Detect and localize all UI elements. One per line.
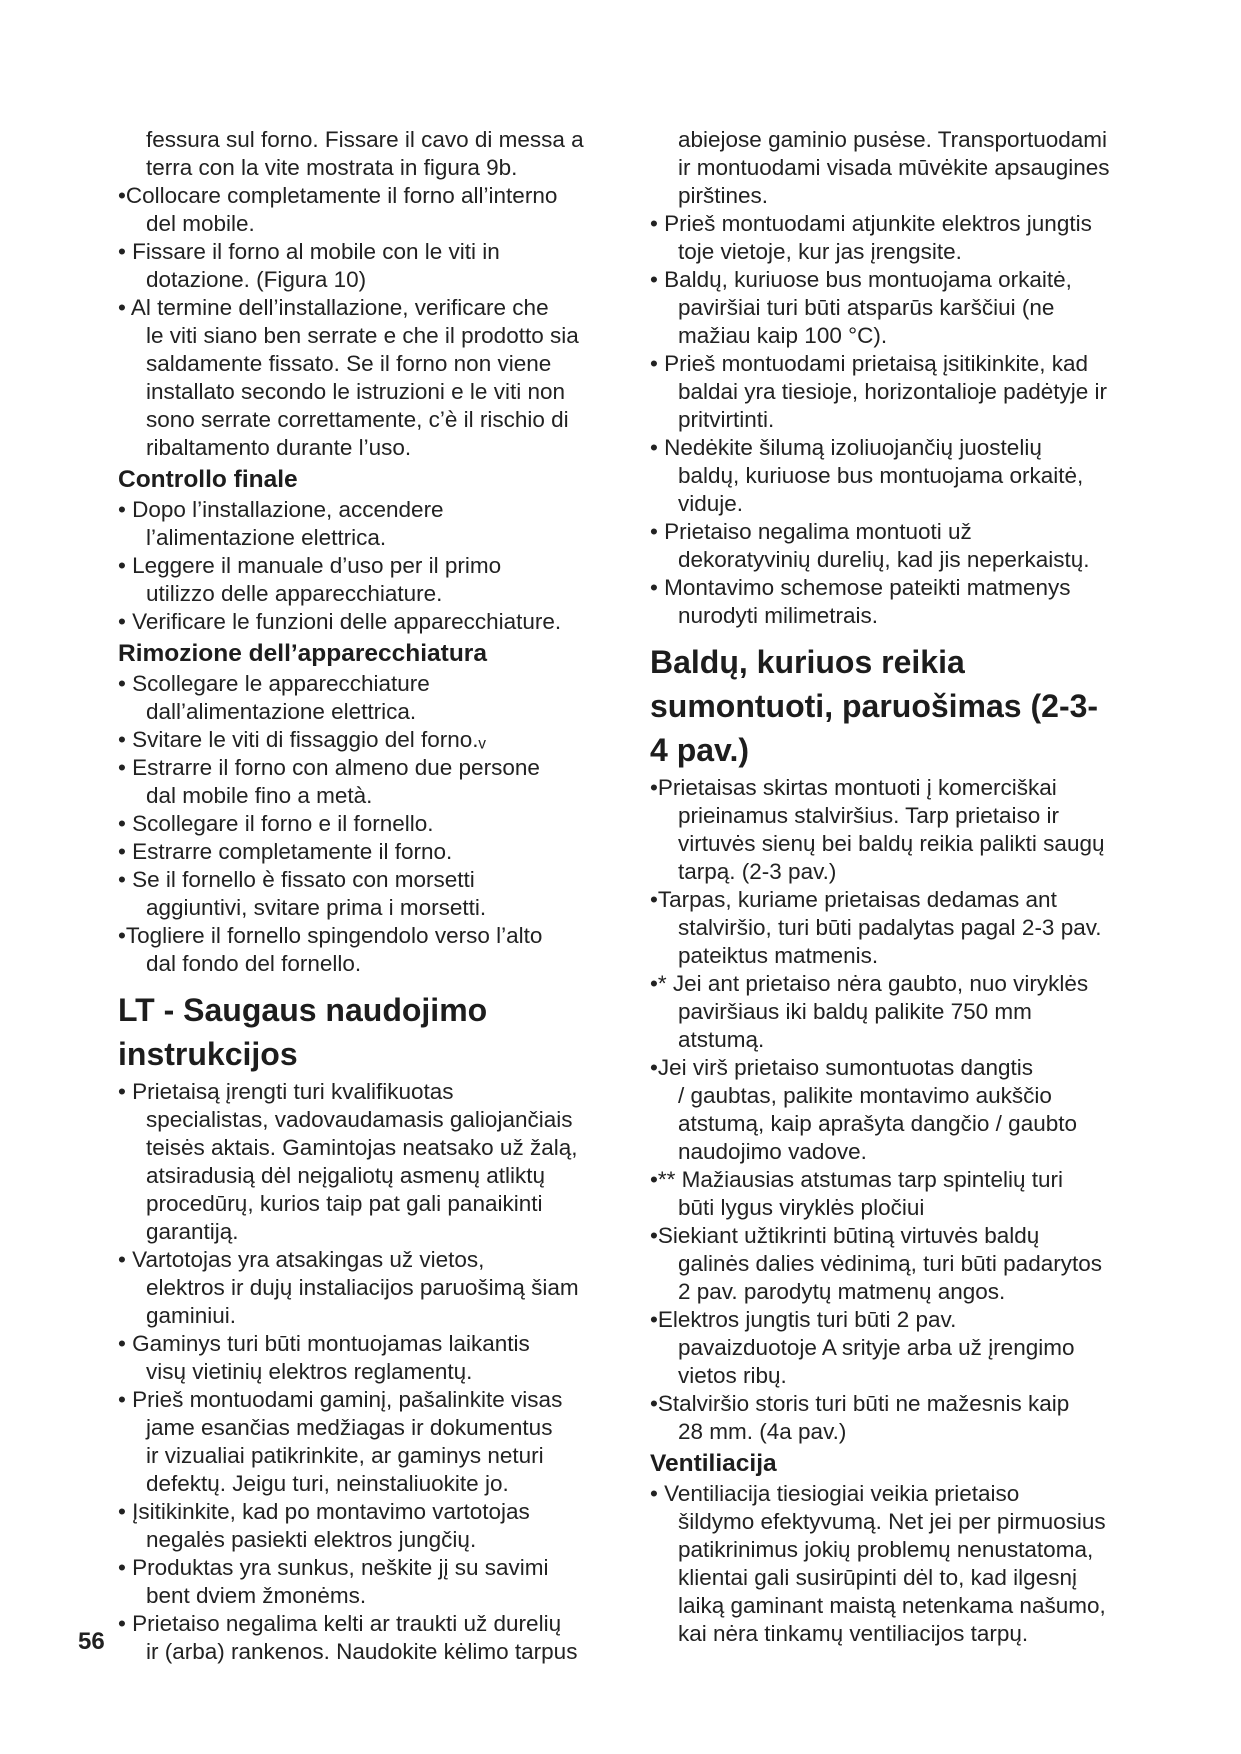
text-line: • Se il fornello è fissato con morsetti [118, 867, 475, 892]
text-line: viduje. [678, 491, 744, 516]
text-line: stalviršio, turi būti padalytas pagal 2-3 pav. [678, 915, 1102, 940]
text-line: • Scollegare le apparecchiature [118, 671, 430, 696]
text-line: klientai gali susirūpinti dėl to, kad ilgesnį [678, 1565, 1077, 1590]
text-line: •Siekiant užtikrinti būtiną virtuvės baldų [650, 1223, 1040, 1248]
text-line: • Al termine dell’installazione, verificare che [118, 295, 549, 320]
text-line: • Estrarre completamente il forno. [118, 839, 453, 864]
text-line: • Prieš montuodami prietaisą įsitikinkite, kad [650, 351, 1089, 376]
text-line: • Baldų, kuriuose bus montuojama orkaitė, [650, 267, 1072, 292]
text-line: virtuvės sienų bei baldų reikia palikti saugų [678, 831, 1105, 856]
text-line: terra con la vite mostrata in figura 9b. [146, 155, 518, 180]
text-line: • Vartotojas yra atsakingas už vietos, [118, 1247, 485, 1272]
text-line: kai nėra tinkamų ventiliacijos tarpų. [678, 1621, 1029, 1646]
text-line: • Įsitikinkite, kad po montavimo vartotojas [118, 1499, 530, 1524]
text-line: būti lygus viryklės pločiui [678, 1195, 925, 1220]
text-line: šildymo efektyvumą. Net jei per pirmuosius [678, 1509, 1106, 1534]
text-line: •Stalviršio storis turi būti ne mažesnis kaip [650, 1391, 1070, 1416]
text-line: ir (arba) rankenos. Naudokite kėlimo tarpus [146, 1639, 578, 1664]
text-line: • Produktas yra sunkus, neškite jį su savimi [118, 1555, 549, 1580]
text-line: • Prietaisą įrengti turi kvalifikuotas [118, 1079, 454, 1104]
text-line: garantiją. [146, 1219, 239, 1244]
text-line: • Prieš montuodami gaminį, pašalinkite visas [118, 1387, 563, 1412]
text-line: l’alimentazione elettrica. [146, 525, 387, 550]
right-column [650, 126, 1150, 1648]
text-line: 2 pav. parodytų matmenų angos. [678, 1279, 1006, 1304]
text-line: aggiuntivi, svitare prima i morsetti. [146, 895, 487, 920]
left-column [118, 126, 618, 1666]
text-line: pateiktus matmenis. [678, 943, 879, 968]
text-line: pavaizduotoje A srityje arba už įrengimo [678, 1335, 1075, 1360]
text-line: dal mobile fino a metà. [146, 783, 373, 808]
text-line: pritvirtinti. [678, 407, 775, 432]
text-line: • Fissare il forno al mobile con le viti in [118, 239, 500, 264]
text-line: paviršiaus iki baldų palikite 750 mm [678, 999, 1032, 1024]
text-line: ir montuodami visada mūvėkite apsaugines [678, 155, 1110, 180]
text-line: bent dviem žmonėms. [146, 1583, 367, 1608]
text-line: specialistas, vadovaudamasis galiojančiais [146, 1107, 573, 1132]
text-line: jame esančias medžiagas ir dokumentus [146, 1415, 553, 1440]
section-heading-continued: instrukcijos [118, 1036, 298, 1072]
section-heading-continued: sumontuoti, paruošimas (2-3- [650, 688, 1099, 724]
text-line: laiką gaminant maistą netenkama našumo, [678, 1593, 1106, 1618]
text-line: paviršiai turi būti atsparūs karščiui (ne [678, 295, 1055, 320]
section-heading: LT - Saugaus naudojimo [118, 992, 488, 1028]
page-number: 56 [78, 1628, 105, 1655]
text-line: •Elektros jungtis turi būti 2 pav. [650, 1307, 957, 1332]
text-line: abiejose gaminio pusėse. Transportuodami [678, 127, 1108, 152]
text-line: toje vietoje, kur jas įrengsite. [678, 239, 962, 264]
text-line: •* Jei ant prietaiso nėra gaubto, nuo viryklės [650, 971, 1089, 996]
text-line: • Ventiliacija tiesiogiai veikia prietaiso [650, 1481, 1020, 1506]
text-line: utilizzo delle apparecchiature. [146, 581, 443, 606]
text-line: patikrinimus jokių problemų nenustatoma, [678, 1537, 1094, 1562]
text-line: dal fondo del fornello. [146, 951, 362, 976]
text-line: ribaltamento durante l’uso. [146, 435, 412, 460]
text-line: • Prieš montuodami atjunkite elektros jungtis [650, 211, 1092, 236]
text-line: •Jei virš prietaiso sumontuotas dangtis [650, 1055, 1034, 1080]
text-line: • Gaminys turi būti montuojamas laikantis [118, 1331, 530, 1356]
text-line: galinės dalies vėdinimą, turi būti padarytos [678, 1251, 1102, 1276]
text-line: le viti siano ben serrate e che il prodotto sia [146, 323, 579, 348]
text-line: elektros ir dujų instaliacijos paruošimą šiam [146, 1275, 579, 1300]
text-line: •Prietaisas skirtas montuoti į komerciškai [650, 775, 1057, 800]
text-line: dotazione. (Figura 10) [146, 267, 367, 292]
text-line: • Dopo l’installazione, accendere [118, 497, 444, 522]
text-line: •** Mažiausias atstumas tarp spintelių turi [650, 1167, 1064, 1192]
text-line: gaminiui. [146, 1303, 237, 1328]
text-line: teisės aktais. Gamintojas neatsako už žalą, [146, 1135, 578, 1160]
section-heading: Baldų, kuriuos reikia [650, 644, 965, 680]
text-line: negalės pasiekti elektros jungčių. [146, 1527, 477, 1552]
text-line: • Prietaiso negalima montuoti už [650, 519, 972, 544]
text-line: ir vizualiai patikrinkite, ar gaminys neturi [146, 1443, 544, 1468]
text-line: atstumą, kaip aprašyta dangčio / gaubto [678, 1111, 1078, 1136]
text-line: pirštines. [678, 183, 769, 208]
text-line: visų vietinių elektros reglamentų. [146, 1359, 473, 1384]
text-line: • Verificare le funzioni delle apparecchiature. [118, 609, 562, 634]
text-line: mažiau kaip 100 °C). [678, 323, 888, 348]
text-line: procedūrų, kurios taip pat gali panaikinti [146, 1191, 543, 1216]
text-line: naudojimo vadove. [678, 1139, 867, 1164]
section-subheading: Ventiliacija [650, 1450, 777, 1477]
text-line: •Collocare completamente il forno all’interno [118, 183, 558, 208]
text-line: dekoratyvinių durelių, kad jis neperkaistų. [678, 547, 1090, 572]
text-line: sono serrate correttamente, c’è il rischio di [146, 407, 569, 432]
text-line: • Scollegare il forno e il fornello. [118, 811, 434, 836]
text-line: baldai yra tiesioje, horizontalioje padėtyje ir [678, 379, 1107, 404]
text-line: • Montavimo schemose pateikti matmenys [650, 575, 1071, 600]
section-heading-continued: 4 pav.) [650, 732, 749, 768]
text-line: • Nedėkite šilumą izoliuojančių juostelių [650, 435, 1042, 460]
text-line: del mobile. [146, 211, 255, 236]
text-line: •Togliere il fornello spingendolo verso l’alto [118, 923, 543, 948]
text-line: •Tarpas, kuriame prietaisas dedamas ant [650, 887, 1057, 912]
section-subheading: Controllo finale [118, 466, 298, 493]
text-line: atsiradusią dėl neįgaliotų asmenų atliktų [146, 1163, 545, 1188]
text-line: • Estrarre il forno con almeno due persone [118, 755, 540, 780]
text-line: • Prietaiso negalima kelti ar traukti už durelių [118, 1611, 562, 1636]
text-line: vietos ribų. [678, 1363, 787, 1388]
section-subheading: Rimozione dell’apparecchiatura [118, 640, 487, 667]
text-line: atstumą. [678, 1027, 765, 1052]
text-line: baldų, kuriuose bus montuojama orkaitė, [678, 463, 1084, 488]
text-line: • Leggere il manuale d’uso per il primo [118, 553, 502, 578]
text-line: / gaubtas, palikite montavimo aukščio [678, 1083, 1052, 1108]
text-line: installato secondo le istruzioni e le viti non [146, 379, 565, 404]
text-line: • Svitare le viti di fissaggio del forno.ᵥ [118, 727, 486, 752]
text-line: nurodyti milimetrais. [678, 603, 879, 628]
text-line: 28 mm. (4a pav.) [678, 1419, 847, 1444]
text-line: fessura sul forno. Fissare il cavo di messa a [146, 127, 584, 152]
text-line: saldamente fissato. Se il forno non viene [146, 351, 552, 376]
text-line: dall’alimentazione elettrica. [146, 699, 417, 724]
text-line: defektų. Jeigu turi, neinstaliuokite jo. [146, 1471, 509, 1496]
text-line: tarpą. (2-3 pav.) [678, 859, 837, 884]
text-line: prieinamus stalviršius. Tarp prietaiso ir [678, 803, 1059, 828]
